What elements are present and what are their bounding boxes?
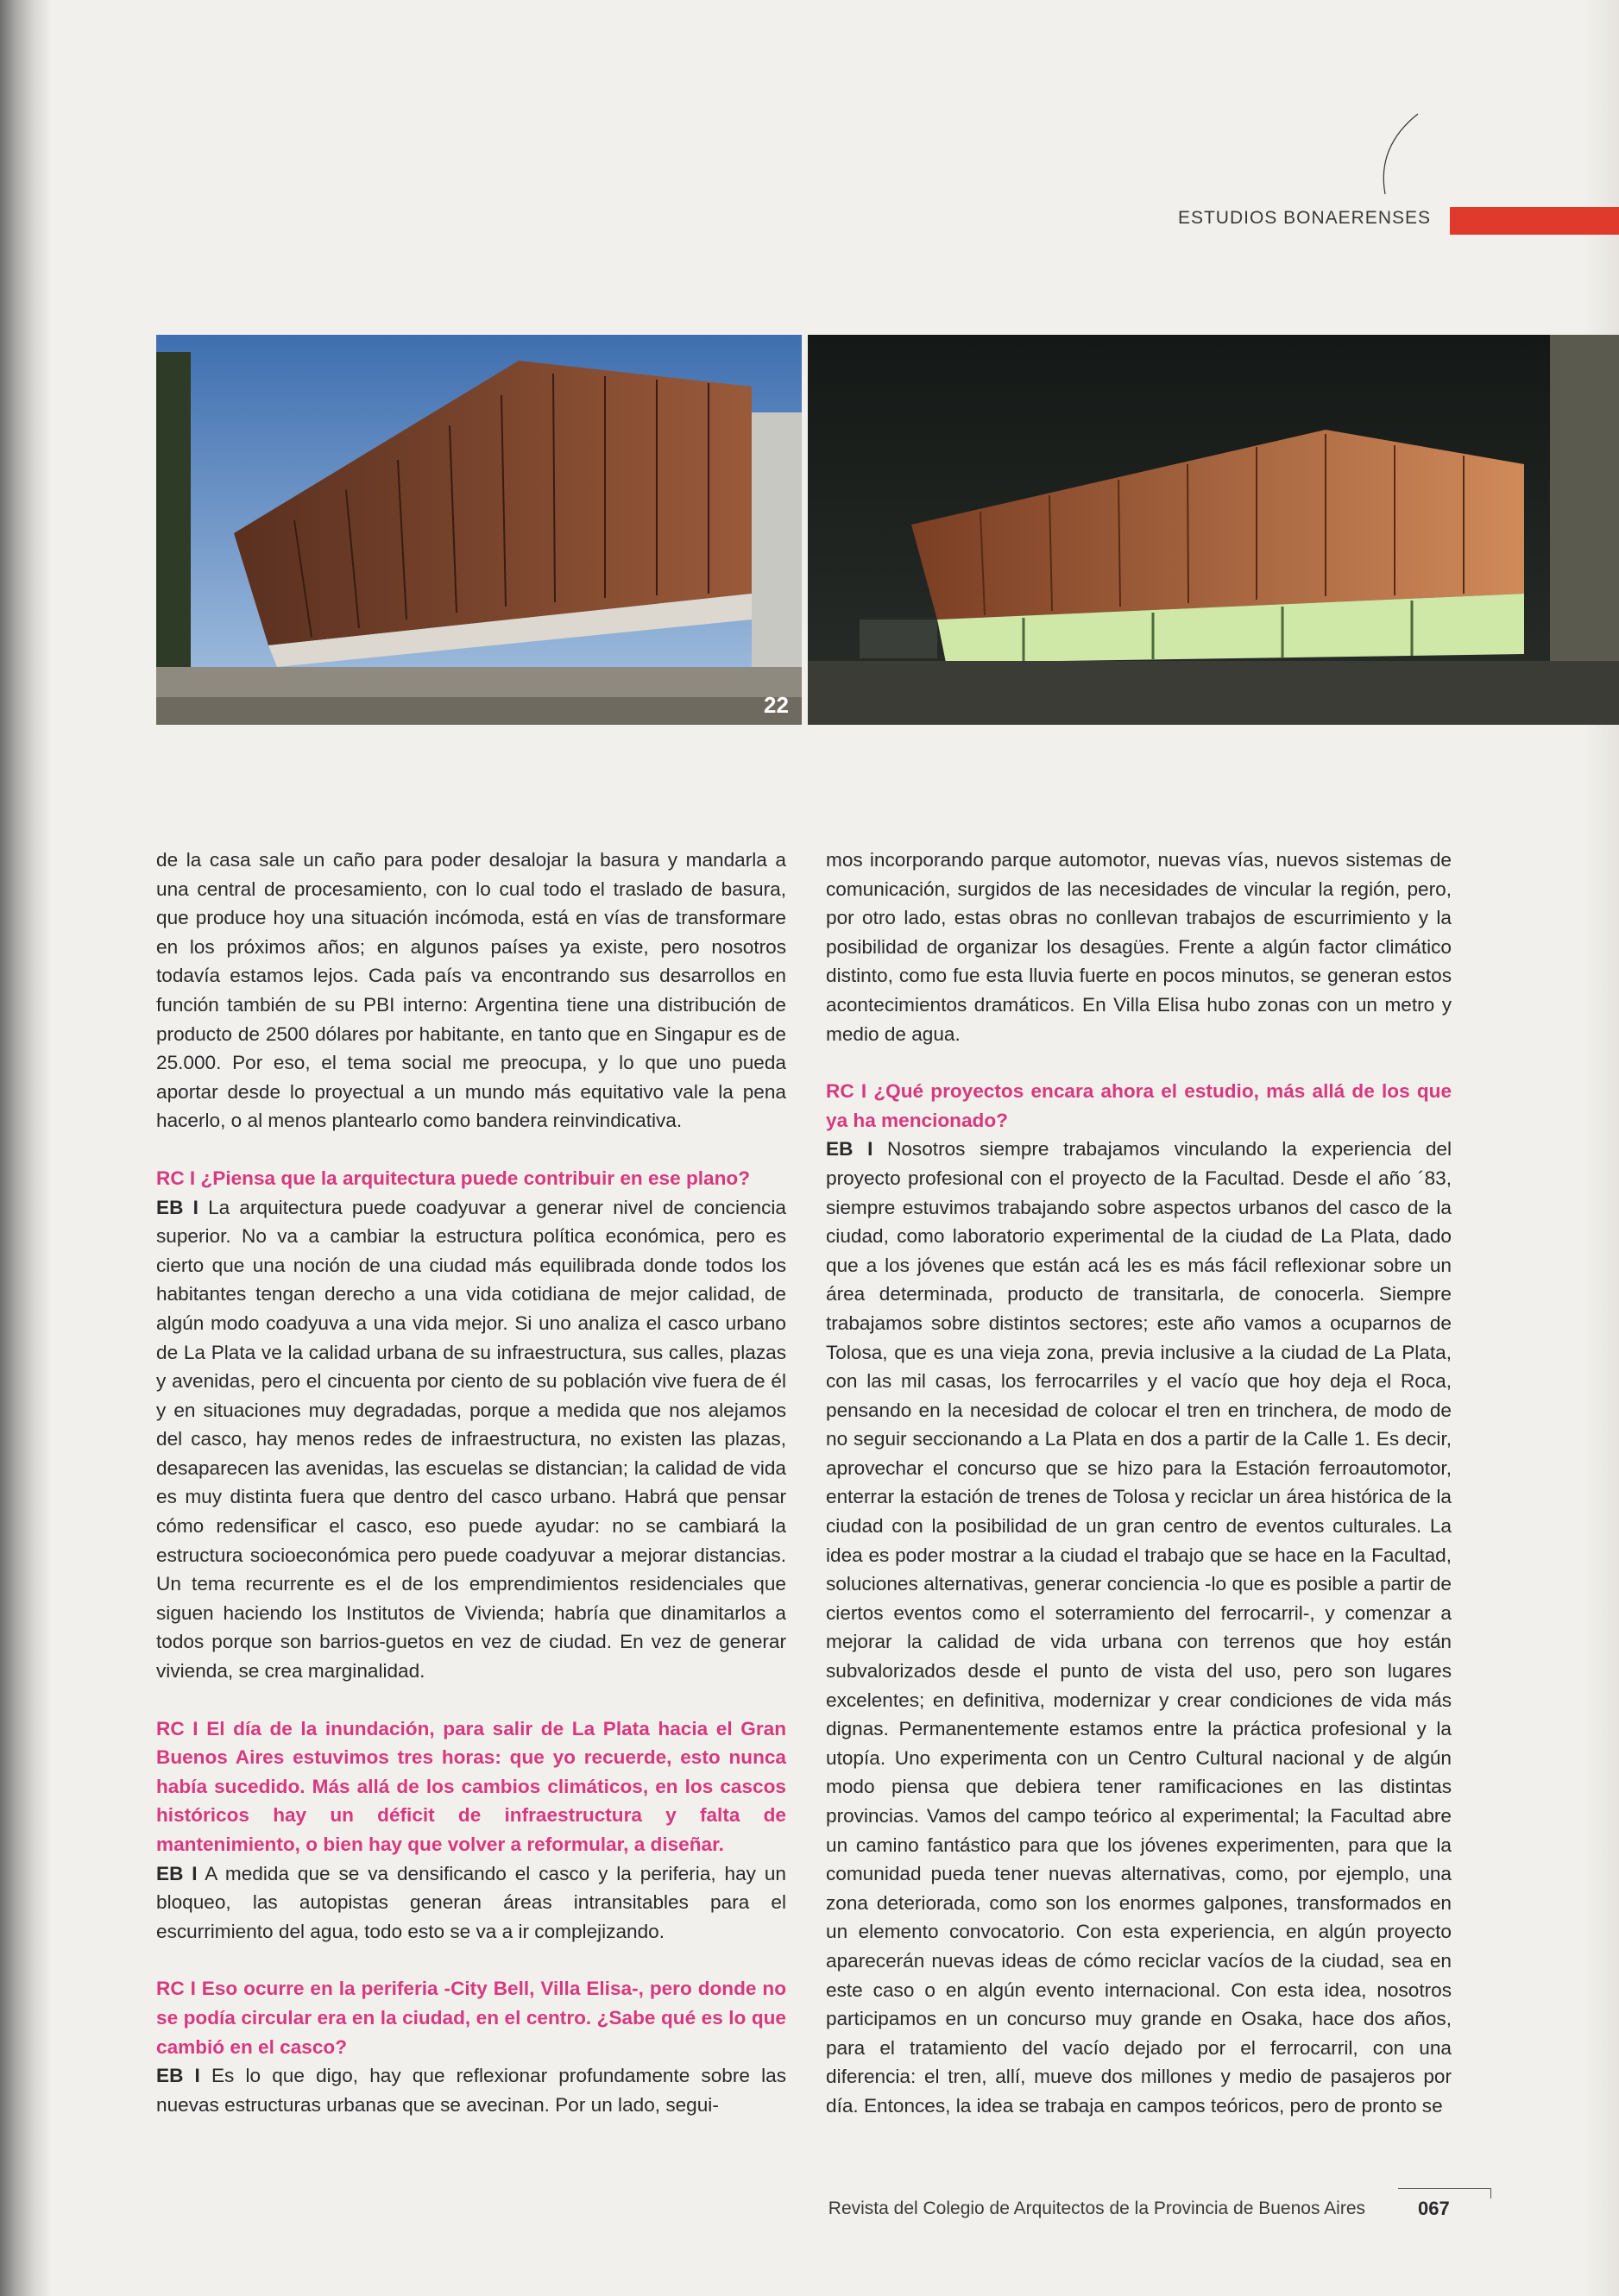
- interviewee-tag: EB I: [156, 1862, 198, 1884]
- interviewer-tag: RC I: [156, 1167, 196, 1189]
- footer-tick: [1490, 2188, 1491, 2198]
- interviewer-tag: RC I: [826, 1080, 867, 1103]
- interviewee-tag: EB I: [156, 2065, 200, 2087]
- answer: [156, 1859, 786, 1947]
- question: [826, 1077, 1452, 1135]
- footer-rule: [1398, 2188, 1491, 2189]
- paragraph: mos incorporando parque automotor, nuevas vías, nuevos sistemas de comunicación, surgidos de las necesidades de vincular la región, pero, por otro lado, estas obras no conllevan trabajos de escurrimiento y la posibilidad de organizar los desagües. Frente a algún factor climático distinto, como fue esta lluvia fuerte en pocos minutos, se generan estos acontecimientos dramáticos. En Villa Elisa hubo zonas con un metro y medio de agua.: [826, 849, 1452, 1045]
- section-label: ESTUDIOS BONAERENSES: [1177, 208, 1431, 228]
- building-day-photo: [156, 335, 802, 725]
- answer-text: Nosotros siempre trabajamos vinculando la experiencia del proyecto profesional con el proyecto de la Facultad. Desde el año ´83, siempre estuvimos trabajando sobre aspectos urbanos del casco de la ciudad, como laboratorio experimental de la ciudad de La Plata, dado que a los jóvenes que están acá les es más fácil reflexionar sobre un área determinada, producto de transitarla, de conocerla. Siempre trabajamos sobre distintos sectores; este año vamos a ocuparnos de Tolosa, que es una vieja zona, previa inclusive a la ciudad de La Plata, con las mil casas, los ferrocarriles y el vacío que hoy deja el Roca, pensando en la necesidad de colocar el tren en trinchera, de modo de no seguir seccionando a La Plata en dos a partir de la Calle 1. Es decir, aprovechar el concurso que se hizo para la Estación ferroautomotor, enterrar la estación de trenes de Tolosa y reciclar un área histórica de la ciudad con la posibilidad de un gran centro de eventos culturales. La idea es poder mostrar a la ciudad el trabajo que se hace en la Facultad, soluciones alternativas, generar conciencia -lo que es posible a partir de ciertos eventos como el soterramiento del ferrocarril-, y comenzar a mejorar la calidad de vida urbana con terrenos que hoy están subvalorizados desde el punto de vista del uso, pero son lugares excelentes; en definitiva, modernizar y crear condiciones de vida más dignas. Permanentemente estamos entre la práctica profesional y la utopía. Uno experimenta con un Centro Cultural nacional y de algún modo piensa que debiera tener ramificaciones en las distintas provincias. Vamos del campo teórico al experimental; la Facultad abre un camino fantástico para que los jóvenes experimenten, para que la comunidad pueda tener nuevas alternativas, como, por ejemplo, una zona deteriorada, como son los enormes galpones, transformados en un elemento convocatorio. Con esta experiencia, en algún proyecto aparecerán nuevas ideas de cómo reciclar vacíos de la ciudad, sea en este caso o en algún evento internacional. Con esta idea, nosotros participamos en un concurso muy grande en Osaka, hace dos años, para el tratamiento del vacío dejado por el ferrocarril, con una diferencia: el tren, allí, mueve dos millones y medio de pasajeros por día. Entonces, la idea se trabaja en campos teóricos, pero de pronto se: [826, 1138, 1452, 2117]
- page-number: 067: [1418, 2198, 1450, 2219]
- interviewee-tag: EB I: [156, 1196, 198, 1218]
- interviewer-tag: RC I: [156, 1717, 198, 1739]
- question: [156, 1164, 786, 1193]
- question-text: El día de la inundación, para salir de La Plata hacia el Gran Buenos Aires estuvimos tres horas: que yo recuerde, esto nunca había sucedido. Más allá de los cambios climáticos, en los cascos históricos hay un déficit de infraestructura y falta de mantenimiento, o bien hay que volver a reformular, a diseñar.: [156, 1717, 787, 1855]
- answer-text: A medida que se va densificando el casco y la periferia, hay un bloqueo, las autopistas generan áreas intransitables para el escurrimiento del agua, todo esto se va a ir complejizando.: [156, 1862, 786, 1942]
- question: [156, 1974, 786, 2061]
- publication-name: Revista del Colegio de Arquitectos de la Provincia de Buenos Aires: [828, 2198, 1365, 2218]
- left-text-column: [156, 846, 786, 2119]
- header-curve-ornament: [1368, 112, 1428, 198]
- photo-number: 22: [764, 692, 789, 718]
- interviewee-tag: EB I: [826, 1138, 873, 1161]
- paragraph: de la casa sale un caño para poder desalojar la basura y mandarla a una central de procesamiento, con lo cual todo el traslado de basura, que produce hoy una situación incómoda, está en vías de transformare en los próximos años; en algunos países ya existe, pero nosotros todavía estamos lejos. Cada país va encontrando sus desarrollos en función también de su PBI interno: Argentina tiene una distribución de producto de 2500 dólares por habitante, en tanto que en Singapur es de 25.000. Por eso, el tema social me preocupa, y lo que uno pueda aportar desde lo proyectual a un mundo más equitativo vale la pena hacerlo, o al menos plantearlo como bandera reinvindicativa.: [156, 849, 786, 1132]
- answer: [826, 1135, 1452, 2120]
- answer-text: La arquitectura puede coadyuvar a generar nivel de conciencia superior. No va a cambiar la estructura política económica, pero es cierto que una noción de una ciudad más equilibrada donde todos los habitantes tengan derecho a una vida cotidiana de mejor calidad, de algún modo coadyuva a una vida mejor. Si uno analiza el casco urbano de La Plata ve la calidad urbana de su infraestructura, sus calles, plazas y avenidas, pero el cincuenta por ciento de su población vive fuera de él y en situaciones muy degradadas, porque a medida que nos alejamos del casco, hay menos redes de infraestructura, no existen las plazas, desaparecen las avenidas, las escuelas se distancian; la calidad de vida es muy distinta fuera que dentro del casco urbano. Habrá que pensar cómo redensificar el casco, eso puede ayudar: no se cambiará la estructura socioeconómica pero puede coadyuvar a mejorar distancias. Un tema recurrente es el de los emprendimientos residenciales que siguen haciendo los Institutos de Vivienda; habría que dinamitarlos a todos porque son barrios-guetos en vez de ciudad. En vez de generar vivienda, se crea marginalidad.: [156, 1196, 786, 1683]
- question-text: ¿Qué proyectos encara ahora el estudio, más allá de los que ya ha mencionado?: [826, 1080, 1452, 1131]
- question: [156, 1714, 786, 1859]
- interviewer-tag: RC I: [156, 1978, 196, 2000]
- question-text: Eso ocurre en la periferia -City Bell, Villa Elisa-, pero donde no se podía circular era en la ciudad, en el centro. ¿Sabe qué es lo que cambió en el casco?: [156, 1978, 787, 2058]
- answer: [156, 1193, 786, 1686]
- book-spine-shadow: [0, 0, 52, 2296]
- question-text: ¿Piensa que la arquitectura puede contribuir en ese plano?: [200, 1167, 750, 1189]
- building-night-photo: [808, 335, 1619, 725]
- section-accent-bar: [1450, 207, 1619, 235]
- right-text-column: [826, 846, 1452, 2121]
- answer: [156, 2061, 786, 2119]
- answer-text: Es lo que digo, hay que reflexionar profundamente sobre las nuevas estructuras urbanas que se avecinan. Por un lado, segui-: [156, 2065, 786, 2116]
